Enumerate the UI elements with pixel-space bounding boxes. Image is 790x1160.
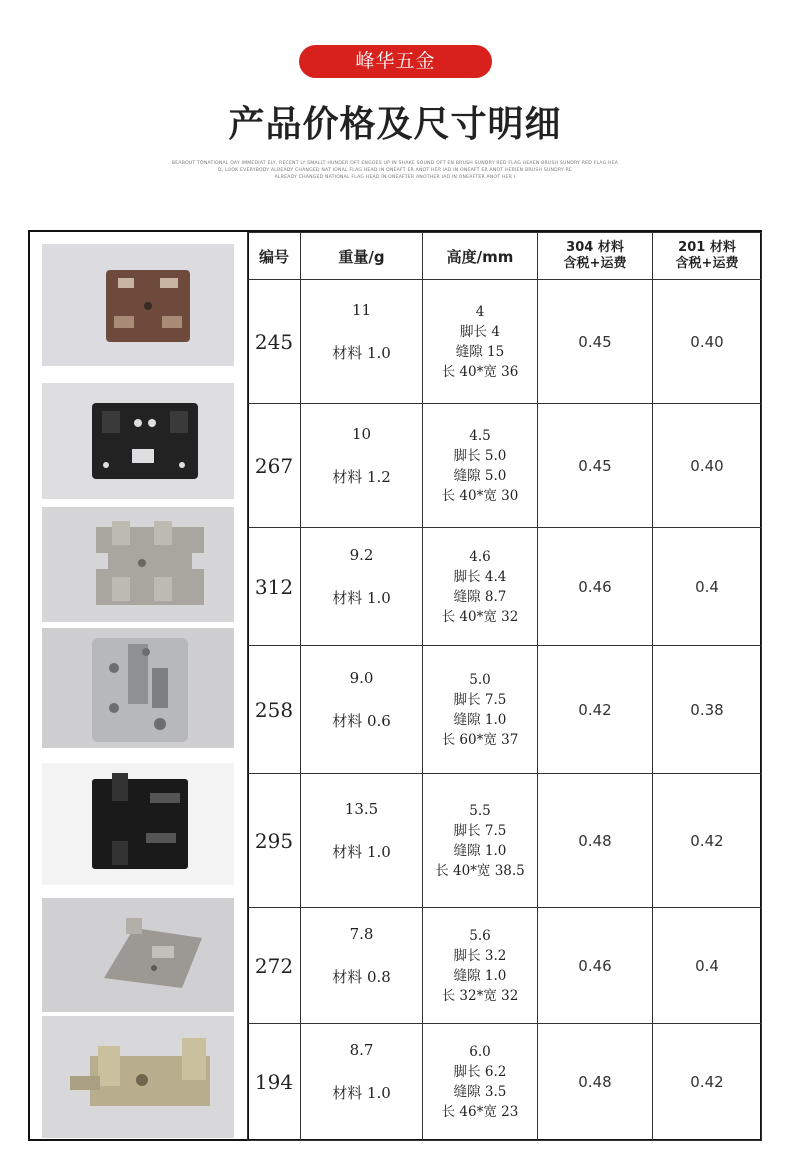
- gap-value: 缝隙 15: [455, 343, 505, 360]
- height-value: 5.6: [469, 927, 491, 944]
- height-value: 5.5: [469, 802, 491, 819]
- weight-cell: [301, 528, 423, 646]
- code-cell: 312: [248, 528, 301, 646]
- gap-value: 缝隙 5.0: [453, 467, 507, 484]
- height-cell: [423, 908, 538, 1024]
- weight-cell: [301, 774, 423, 908]
- black-square-clip-image: [42, 763, 234, 885]
- gap-value: 缝隙 1.0: [453, 967, 507, 984]
- steel-cross-clip-image: [42, 507, 234, 622]
- product-photo-272: [42, 898, 234, 1012]
- foot-value: 脚长 7.5: [453, 822, 507, 839]
- product-photo-267: [42, 383, 234, 499]
- header-304-line1: 304 材料: [566, 240, 624, 255]
- subtitle-text: [140, 160, 650, 181]
- height-value: 4.5: [469, 427, 491, 444]
- weight-value: 7.8: [349, 924, 374, 943]
- code-cell: 194: [248, 1024, 301, 1141]
- foot-value: 脚长 3.2: [453, 947, 507, 964]
- height-value: 5.0: [469, 671, 491, 688]
- material-value: 材料 1.2: [332, 467, 391, 486]
- header-price-304: [538, 233, 653, 280]
- height-cell: [423, 774, 538, 908]
- size-value: 长 46*宽 23: [441, 1104, 519, 1120]
- height-cell: [423, 528, 538, 646]
- header-weight: 重量/g: [301, 233, 423, 280]
- code-cell: 272: [248, 908, 301, 1024]
- header-201-line1: 201 材料: [678, 240, 736, 255]
- price-201-cell: 0.42: [653, 1024, 762, 1141]
- size-value: 长 40*宽 36: [441, 363, 519, 380]
- weight-value: 9.2: [349, 545, 374, 564]
- table-row: [248, 646, 762, 774]
- price-201-cell: 0.40: [653, 280, 762, 404]
- product-photo-258: [42, 628, 234, 748]
- height-value: 4.6: [469, 548, 491, 565]
- table-row: [248, 528, 762, 646]
- price-201-cell: 0.4: [653, 528, 762, 646]
- material-value: 材料 0.8: [332, 967, 391, 986]
- weight-value: 10: [351, 424, 372, 443]
- table-row: [248, 404, 762, 528]
- weight-value: 11: [351, 300, 372, 319]
- product-photo-245: [42, 244, 234, 366]
- size-value: 长 40*宽 30: [441, 487, 519, 504]
- table-row: [248, 774, 762, 908]
- header-304-line2: 含税+运费: [563, 256, 627, 271]
- page-title: 产品价格及尺寸明细: [228, 104, 562, 145]
- code-cell: 267: [248, 404, 301, 528]
- brand-badge: 峰华五金: [299, 45, 492, 78]
- spec-table: [247, 232, 762, 1141]
- price-304-cell: 0.48: [538, 774, 653, 908]
- photo-column: [30, 232, 249, 1139]
- foot-value: 脚长 6.2: [453, 1064, 507, 1080]
- price-304-cell: 0.46: [538, 908, 653, 1024]
- subtitle-line: ALREADY CHANGED NATIONAL FLAG HEAD IN ONEAFTER ANOTHER IAD IN ONEAFTER ANOT HER I: [274, 175, 516, 180]
- steel-angled-clip-image: [42, 898, 234, 1012]
- weight-value: 9.0: [349, 668, 374, 687]
- code-cell: 258: [248, 646, 301, 774]
- code-cell: 295: [248, 774, 301, 908]
- material-value: 材料 1.0: [332, 1084, 391, 1102]
- gap-value: 缝隙 3.5: [453, 1084, 507, 1100]
- size-value: 长 40*宽 38.5: [435, 862, 525, 879]
- weight-value: 8.7: [349, 1041, 374, 1059]
- price-201-cell: 0.42: [653, 774, 762, 908]
- product-photo-312: [42, 507, 234, 622]
- subtitle-line: D, LOOK EVERYBODY ALREADY CHANGED NAT IONAL FLAG HEAD IN ONEAFT ER ANOT HER IAD IN ONEAFT ER ANOT HERIEN BRUSH SUNDRY RE: [217, 168, 573, 173]
- foot-value: 脚长 7.5: [453, 691, 507, 708]
- price-304-cell: 0.46: [538, 528, 653, 646]
- price-304-cell: 0.48: [538, 1024, 653, 1141]
- price-201-cell: 0.4: [653, 908, 762, 1024]
- height-cell: [423, 280, 538, 404]
- height-cell: [423, 404, 538, 528]
- height-cell: [423, 646, 538, 774]
- weight-cell: [301, 280, 423, 404]
- material-value: 材料 1.0: [332, 588, 391, 607]
- code-cell: 245: [248, 280, 301, 404]
- material-value: 材料 0.6: [332, 711, 391, 730]
- height-value: 6.0: [469, 1044, 491, 1060]
- price-201-cell: 0.38: [653, 646, 762, 774]
- gap-value: 缝隙 8.7: [453, 588, 507, 605]
- height-cell: [423, 1024, 538, 1141]
- size-value: 长 40*宽 32: [441, 608, 519, 625]
- table-row: [248, 280, 762, 404]
- product-photo-295: [42, 763, 234, 885]
- height-value: 4: [475, 303, 485, 320]
- steel-screw-clip-image: [42, 628, 234, 748]
- subtitle-line: BEABOUT TONATIONAL DAY IMMEDIAT ELY, RECENT LY SMALLT HUNDER OFT ENGOES UP IN SHAKE SOUND OFT EN BRUSH SUNDRY RED FLAG HEAEN BRUSH SUNDRY RED FLAG HEA: [171, 161, 619, 166]
- price-304-cell: 0.45: [538, 404, 653, 528]
- price-201-cell: 0.40: [653, 404, 762, 528]
- header-201-line2: 含税+运费: [675, 256, 739, 271]
- material-value: 材料 1.0: [332, 343, 391, 362]
- product-photo-194: [42, 1016, 234, 1138]
- weight-cell: [301, 646, 423, 774]
- product-table-frame: [28, 230, 762, 1141]
- header-height: 高度/mm: [423, 233, 538, 280]
- price-304-cell: 0.42: [538, 646, 653, 774]
- foot-value: 脚长 5.0: [453, 447, 507, 464]
- table-row: [248, 908, 762, 1024]
- table-row: [248, 1024, 762, 1141]
- size-value: 长 60*宽 37: [441, 731, 519, 748]
- material-value: 材料 1.0: [332, 842, 391, 861]
- weight-value: 13.5: [344, 799, 379, 818]
- brown-clip-image: [42, 244, 234, 366]
- gap-value: 缝隙 1.0: [453, 842, 507, 859]
- foot-value: 脚长 4: [460, 323, 500, 340]
- price-304-cell: 0.45: [538, 280, 653, 404]
- weight-cell: [301, 1024, 423, 1141]
- gap-value: 缝隙 1.0: [453, 711, 507, 728]
- table-header-row: [248, 233, 762, 280]
- weight-cell: [301, 404, 423, 528]
- black-clip-image: [42, 383, 234, 499]
- gold-clip-image: [42, 1016, 234, 1138]
- foot-value: 脚长 4.4: [453, 568, 507, 585]
- header-price-201: [653, 233, 762, 280]
- weight-cell: [301, 908, 423, 1024]
- header-code: 编号: [248, 233, 301, 280]
- size-value: 长 32*宽 32: [441, 987, 519, 1004]
